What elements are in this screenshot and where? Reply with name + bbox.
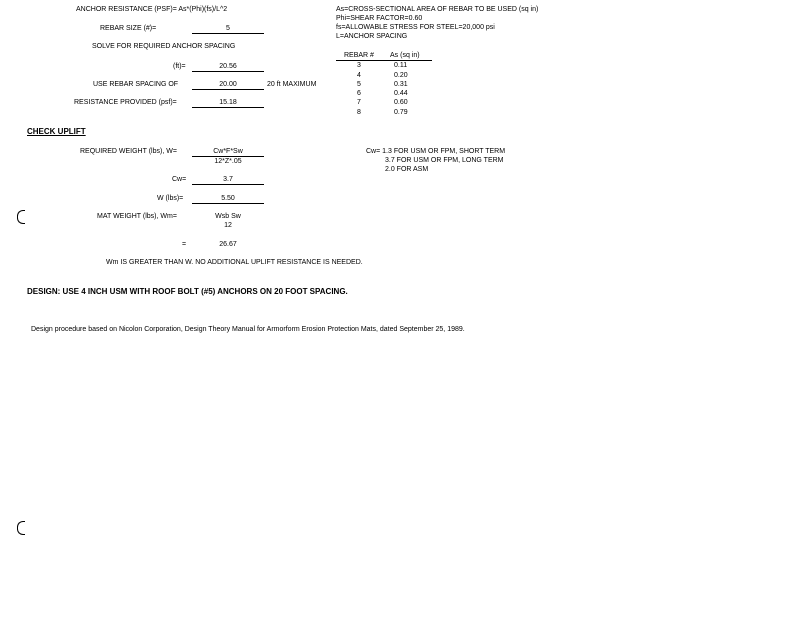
definition-fs: fs=ALLOWABLE STRESS FOR STEEL=20,000 psi: [336, 24, 495, 31]
rebar-number: 3: [357, 62, 361, 69]
rebar-size-label: REBAR SIZE (#)=: [100, 25, 157, 32]
w-value: 5.50: [221, 195, 235, 202]
mat-weight-numerator: Wsb Sw: [215, 213, 241, 220]
resistance-value: 15.18: [219, 99, 237, 106]
resistance-underline: [192, 107, 264, 108]
rebar-number-header: REBAR #: [344, 52, 374, 59]
cw-note-asm: 2.0 FOR ASM: [385, 166, 429, 173]
rebar-table-rule: [336, 60, 432, 61]
design-statement: DESIGN: USE 4 INCH USM WITH ROOF BOLT (#5) ANCHORS ON 20 FOOT SPACING.: [27, 287, 348, 296]
ft-label: (ft)=: [173, 63, 186, 70]
definition-as: As=CROSS-SECTIONAL AREA OF REBAR TO BE USED (sq in): [336, 6, 539, 13]
rebar-number: 6: [357, 90, 361, 97]
required-weight-numerator: Cw*F*Sw: [213, 148, 243, 155]
anchor-resistance-formula: ANCHOR RESISTANCE (PSF)= As*(Phi)(fs)/L^2: [76, 6, 228, 13]
w-underline: [192, 203, 264, 204]
definition-l: L=ANCHOR SPACING: [336, 33, 408, 40]
rebar-size-underline: [192, 33, 264, 34]
cw-underline: [192, 184, 264, 185]
max-spacing-note: 20 ft MAXIMUM: [267, 81, 317, 88]
rebar-area: 0.79: [394, 109, 408, 116]
cw-value: 3.7: [223, 176, 233, 183]
mat-weight-denominator: 12: [224, 222, 232, 229]
mat-weight-equals: =: [182, 241, 187, 248]
use-spacing-label: USE REBAR SPACING OF: [93, 81, 179, 88]
ft-underline: [192, 71, 264, 72]
rebar-area: 0.44: [394, 90, 408, 97]
solve-heading: SOLVE FOR REQUIRED ANCHOR SPACING: [92, 43, 236, 50]
use-spacing-underline: [192, 89, 264, 90]
scan-artifact-mark: [17, 210, 25, 224]
cw-note-long-term: 3.7 FOR USM OR FPM, LONG TERM: [385, 157, 504, 164]
rebar-area-header: As (sq in): [390, 52, 420, 59]
definition-phi: Phi=SHEAR FACTOR=0.60: [336, 15, 423, 22]
rebar-number: 4: [357, 72, 361, 79]
ft-value: 20.56: [219, 63, 237, 70]
w-label: W (lbs)=: [157, 195, 184, 202]
rebar-area: 0.11: [394, 62, 408, 69]
mat-weight-label: MAT WEIGHT (lbs), Wm=: [97, 213, 177, 220]
rebar-number: 7: [357, 99, 361, 106]
rebar-area: 0.31: [394, 81, 408, 88]
scan-artifact-mark: [17, 521, 25, 535]
rebar-size-value: 5: [226, 25, 230, 32]
use-spacing-value: 20.00: [219, 81, 237, 88]
design-reference-note: Design procedure based on Nicolon Corporation, Design Theory Manual for Armorform Erosion Protection Mats, dated September 25, 1989.: [31, 326, 465, 333]
resistance-label: RESISTANCE PROVIDED (psf)=: [74, 99, 177, 106]
required-weight-denominator: 12*Z*.05: [214, 158, 242, 165]
uplift-conclusion: Wm IS GREATER THAN W. NO ADDITIONAL UPLIFT RESISTANCE IS NEEDED.: [106, 259, 363, 266]
rebar-area: 0.60: [394, 99, 408, 106]
rebar-number: 8: [357, 109, 361, 116]
check-uplift-heading: CHECK UPLIFT: [27, 127, 86, 136]
cw-label: Cw=: [172, 176, 187, 183]
mat-weight-value: 26.67: [219, 241, 237, 248]
rebar-number: 5: [357, 81, 361, 88]
cw-note-short-term: Cw= 1.3 FOR USM OR FPM, SHORT TERM: [366, 148, 506, 155]
rebar-area: 0.20: [394, 72, 408, 79]
required-weight-label: REQUIRED WEIGHT (lbs), W=: [80, 148, 177, 155]
